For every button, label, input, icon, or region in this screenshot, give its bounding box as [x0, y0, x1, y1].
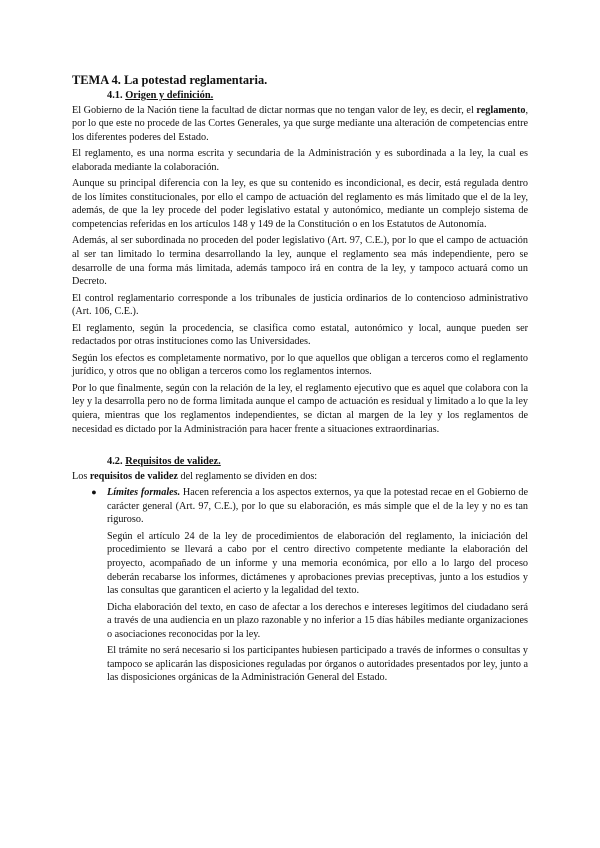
document-body	[72, 72, 528, 688]
paragraph: Aunque su principal diferencia con la ley, es que su contenido es incondicional, es decir, está regulada dentro de los límites constitucionales, por ello el campo de actuación del reglamento es más limitado que el de la ley, además, de que la ley procede del poder legislativo estatal y autonómico, mediante un complejo sistema de competencias referidas en los artículos 148 y 149 de la Constitución o en los Estatutos de Autonomía.	[72, 178, 528, 230]
paragraph	[72, 104, 528, 145]
paragraph: El trámite no será necesario si los participantes hubiesen participado a través de informes o consultas y tampoco se aplicarán las disposiciones reguladas por órganos o autoridades presentados por ley, junto a las disposiciones orgánicas de la Administración General del Estado.	[107, 645, 528, 684]
section-2-title: Requisitos de validez.	[125, 456, 221, 468]
text-run: del reglamento se dividen en dos:	[177, 470, 318, 482]
bullet-icon: ●	[91, 487, 97, 498]
text-run: El Gobierno de la Nación tiene la facultad de dictar normas que no tengan valor de ley, es decir, el	[72, 104, 477, 116]
section-1-heading	[107, 89, 528, 103]
bold-term: reglamento	[476, 104, 526, 116]
section-2-heading	[107, 455, 528, 469]
paragraph: Además, al ser subordinada no proceden del poder legislativo (Art. 97, C.E.), por lo que el campo de actuación al ser tan limitado lo termina desarrollando la ley, aunque el reglamento sea más independiente, pero se desarrolle de una forma más limitada, además tampoco irá en contra de la ley, y tampoco actuará como un Decreto.	[72, 235, 528, 288]
paragraph: El control reglamentario corresponde a los tribunales de justicia ordinarios de lo contencioso administrativo (Art. 106, C.E.).	[72, 292, 528, 318]
paragraph: El reglamento, es una norma escrita y secundaria de la Administración y es subordinada a la ley, la cual es elaborada mediante la colaboración.	[72, 148, 528, 173]
bullet-item	[91, 486, 529, 685]
paragraph	[107, 486, 528, 527]
section-2-number: 4.2.	[107, 456, 123, 468]
text-run: Hacen referencia a los aspectos externos, ya que la potestad recae en el Gobierno de carácter general (Art. 97, C.E.), por lo que su elaboración, es más simple que el de la ley y no es tan riguroso.	[107, 487, 528, 526]
bullet-label: Límites formales.	[107, 487, 181, 499]
paragraph: Por lo que finalmente, según con la relación de la ley, el reglamento ejecutivo que es aquel que colabora con la ley y la desarrolla pero no de forma limitada aunque el campo de actuación es residual y limitado a lo que la ley quiera, mientras que los reglamentos independientes, se dictan al margen de la ley y los reglamentos de necesidad es dictado por la Administración para hacer frente a situaciones extraordinarias.	[72, 382, 529, 435]
paragraph: Según el artículo 24 de la ley de procedimientos de elaboración del reglamento, la iniciación del procedimiento se llevará a cabo por el centro directivo competente mediante la elaboración del proyecto, acompañado de un informe y una memoria económica, por ello a lo largo del proceso deberán recabarse los informes, dictámenes y aprobaciones previas preceptivas, junto a los estudios y las consultas que garanticen el acierto y la legalidad del texto.	[107, 530, 528, 597]
spacer	[72, 439, 528, 455]
section-1-number: 4.1.	[107, 90, 123, 101]
paragraph	[72, 470, 528, 484]
paragraph: Según los efectos es completamente normativo, por lo que aquellos que obligan a terceros como el reglamento jurídico, y otros que no obligan a terceros como los reglamentos internos.	[72, 352, 528, 378]
text-run: Los	[72, 470, 90, 482]
paragraph: El reglamento, según la procedencia, se clasifica como estatal, autonómico y local, aunque pueden ser redactados por otras instituciones como las Universidades.	[72, 322, 528, 348]
paragraph: Dicha elaboración del texto, en caso de afectar a los derechos e intereses legítimos del ciudadano será a través de una audiencia en un plazo razonable y no inferior a 15 días hábiles mediante organizaciones o asociaciones reconocidas por la ley.	[107, 601, 529, 640]
bold-term: requisitos de validez	[89, 470, 178, 482]
section-1-title: Origen y definición.	[125, 90, 214, 101]
page-title: TEMA 4. La potestad reglamentaria.	[72, 73, 268, 87]
text-run: , por lo que este no procede de las Cortes Generales, ya que surge mediante una alteración de competencias entre los diferentes poderes del Estado.	[72, 104, 528, 143]
